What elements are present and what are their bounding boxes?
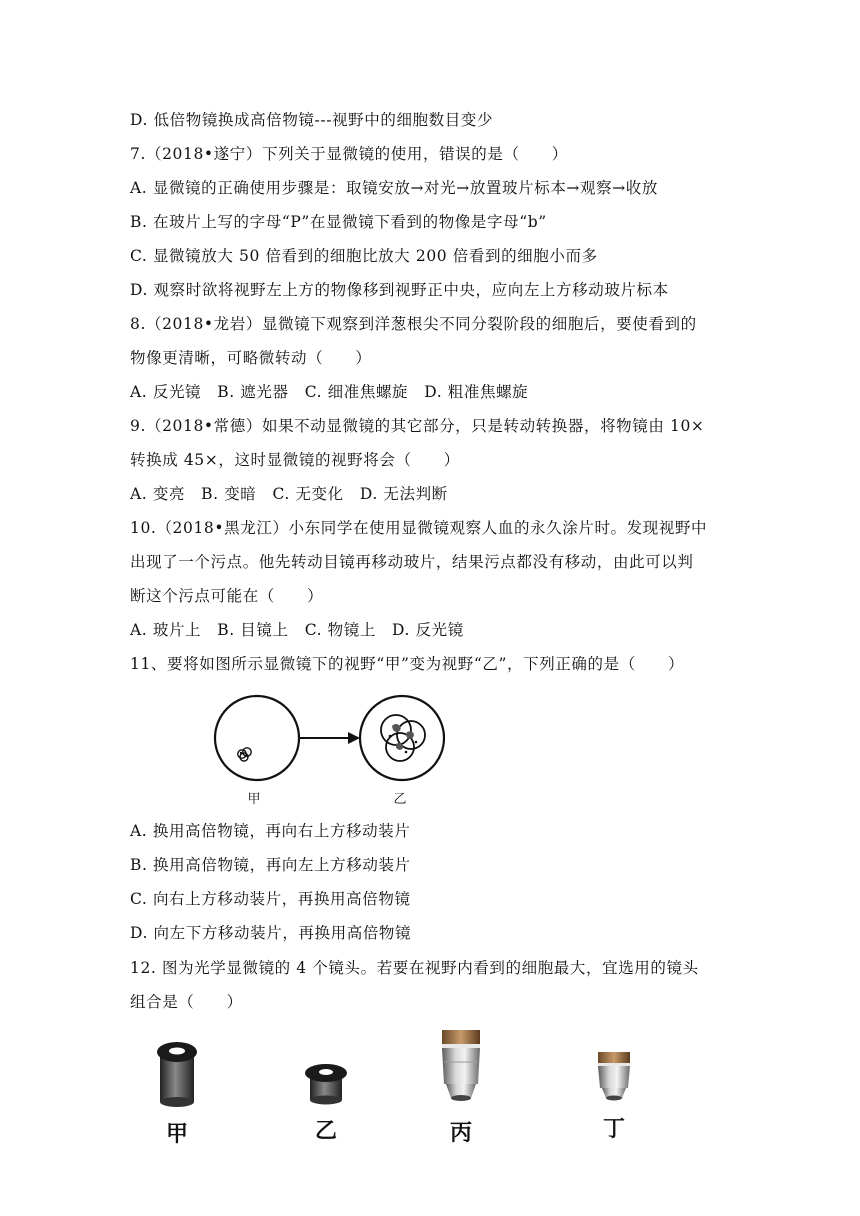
field-of-view-figure: [210, 686, 450, 810]
lens-label-jia: 甲: [165, 1122, 188, 1147]
eyepiece-yi-icon: [305, 1064, 347, 1105]
option-line: A. 显微镜的正确使用步骤是：取镜安放→对光→放置玻片标本→观察→收放: [130, 179, 658, 197]
question-9: 9.（2018•常德）如果不动显微镜的其它部分，只是转动转换器，将物镜由 10×: [130, 417, 705, 435]
label-yi: 乙: [393, 792, 407, 807]
option-line: B. 在玻片上写的字母“P”在显微镜下看到的物像是字母“b”: [130, 213, 547, 231]
option-line: A. 玻片上 B. 目镜上 C. 物镜上 D. 反光镜: [130, 621, 464, 639]
text-line: 转换成 45×，这时显微镜的视野将会（ ）: [130, 451, 460, 469]
lens-label-ding: 丁: [602, 1117, 625, 1142]
field-jia: [215, 696, 299, 780]
eyepiece-jia-icon: [157, 1042, 197, 1107]
option-line: D. 观察时欲将视野左上方的物像移到视野正中央，应向左上方移动玻片标本: [130, 281, 669, 299]
arrow-icon: [299, 732, 360, 744]
option-line: C. 显微镜放大 50 倍看到的细胞比放大 200 倍看到的细胞小而多: [130, 247, 598, 265]
text-line: 出现了一个污点。他先转动目镜再移动玻片，结果污点都没有移动，由此可以判: [130, 553, 694, 571]
option-line: A. 换用高倍物镜，再向右上方移动装片: [130, 822, 411, 840]
question-11: 11、要将如图所示显微镜下的视野“甲”变为视野“乙”，下列正确的是（ ）: [130, 655, 685, 673]
cell-cluster-small: [238, 748, 251, 761]
question-7: 7.（2018•遂宁）下列关于显微镜的使用，错误的是（ ）: [130, 145, 568, 163]
option-line: D. 向左下方移动装片，再换用高倍物镜: [130, 924, 412, 942]
option-line: C. 向右上方移动装片，再换用高倍物镜: [130, 890, 411, 908]
text-line: 组合是（ ）: [130, 993, 243, 1011]
text-line: 物像更清晰，可略微转动（ ）: [130, 349, 372, 367]
objective-bing-icon: [442, 1030, 480, 1101]
text-line: 断这个污点可能在（ ）: [130, 587, 324, 605]
question-8: 8.（2018•龙岩）显微镜下观察到洋葱根尖不同分裂阶段的细胞后，要使看到的: [130, 315, 697, 333]
lens-label-bing: 丙: [449, 1121, 472, 1146]
cell-cluster-large: [381, 715, 425, 761]
option-line: A. 反光镜 B. 遮光器 C. 细准焦螺旋 D. 粗准焦螺旋: [130, 383, 529, 401]
text-line: D. 低倍物镜换成高倍物镜---视野中的细胞数目变少: [130, 111, 494, 129]
question-10: 10.（2018•黑龙江）小东同学在使用显微镜观察人血的永久涂片时。发现视野中: [130, 519, 708, 537]
option-line: B. 换用高倍物镜，再向左上方移动装片: [130, 856, 411, 874]
objective-ding-icon: [598, 1052, 630, 1101]
option-line: A. 变亮 B. 变暗 C. 无变化 D. 无法判断: [130, 485, 448, 503]
lens-label-yi: 乙: [314, 1119, 337, 1144]
field-yi: [360, 696, 444, 780]
lens-figure: [140, 1022, 660, 1122]
question-12: 12. 图为光学显微镜的 4 个镜头。若要在视野内看到的细胞最大，宜选用的镜头: [130, 959, 699, 977]
label-jia: 甲: [247, 792, 261, 807]
